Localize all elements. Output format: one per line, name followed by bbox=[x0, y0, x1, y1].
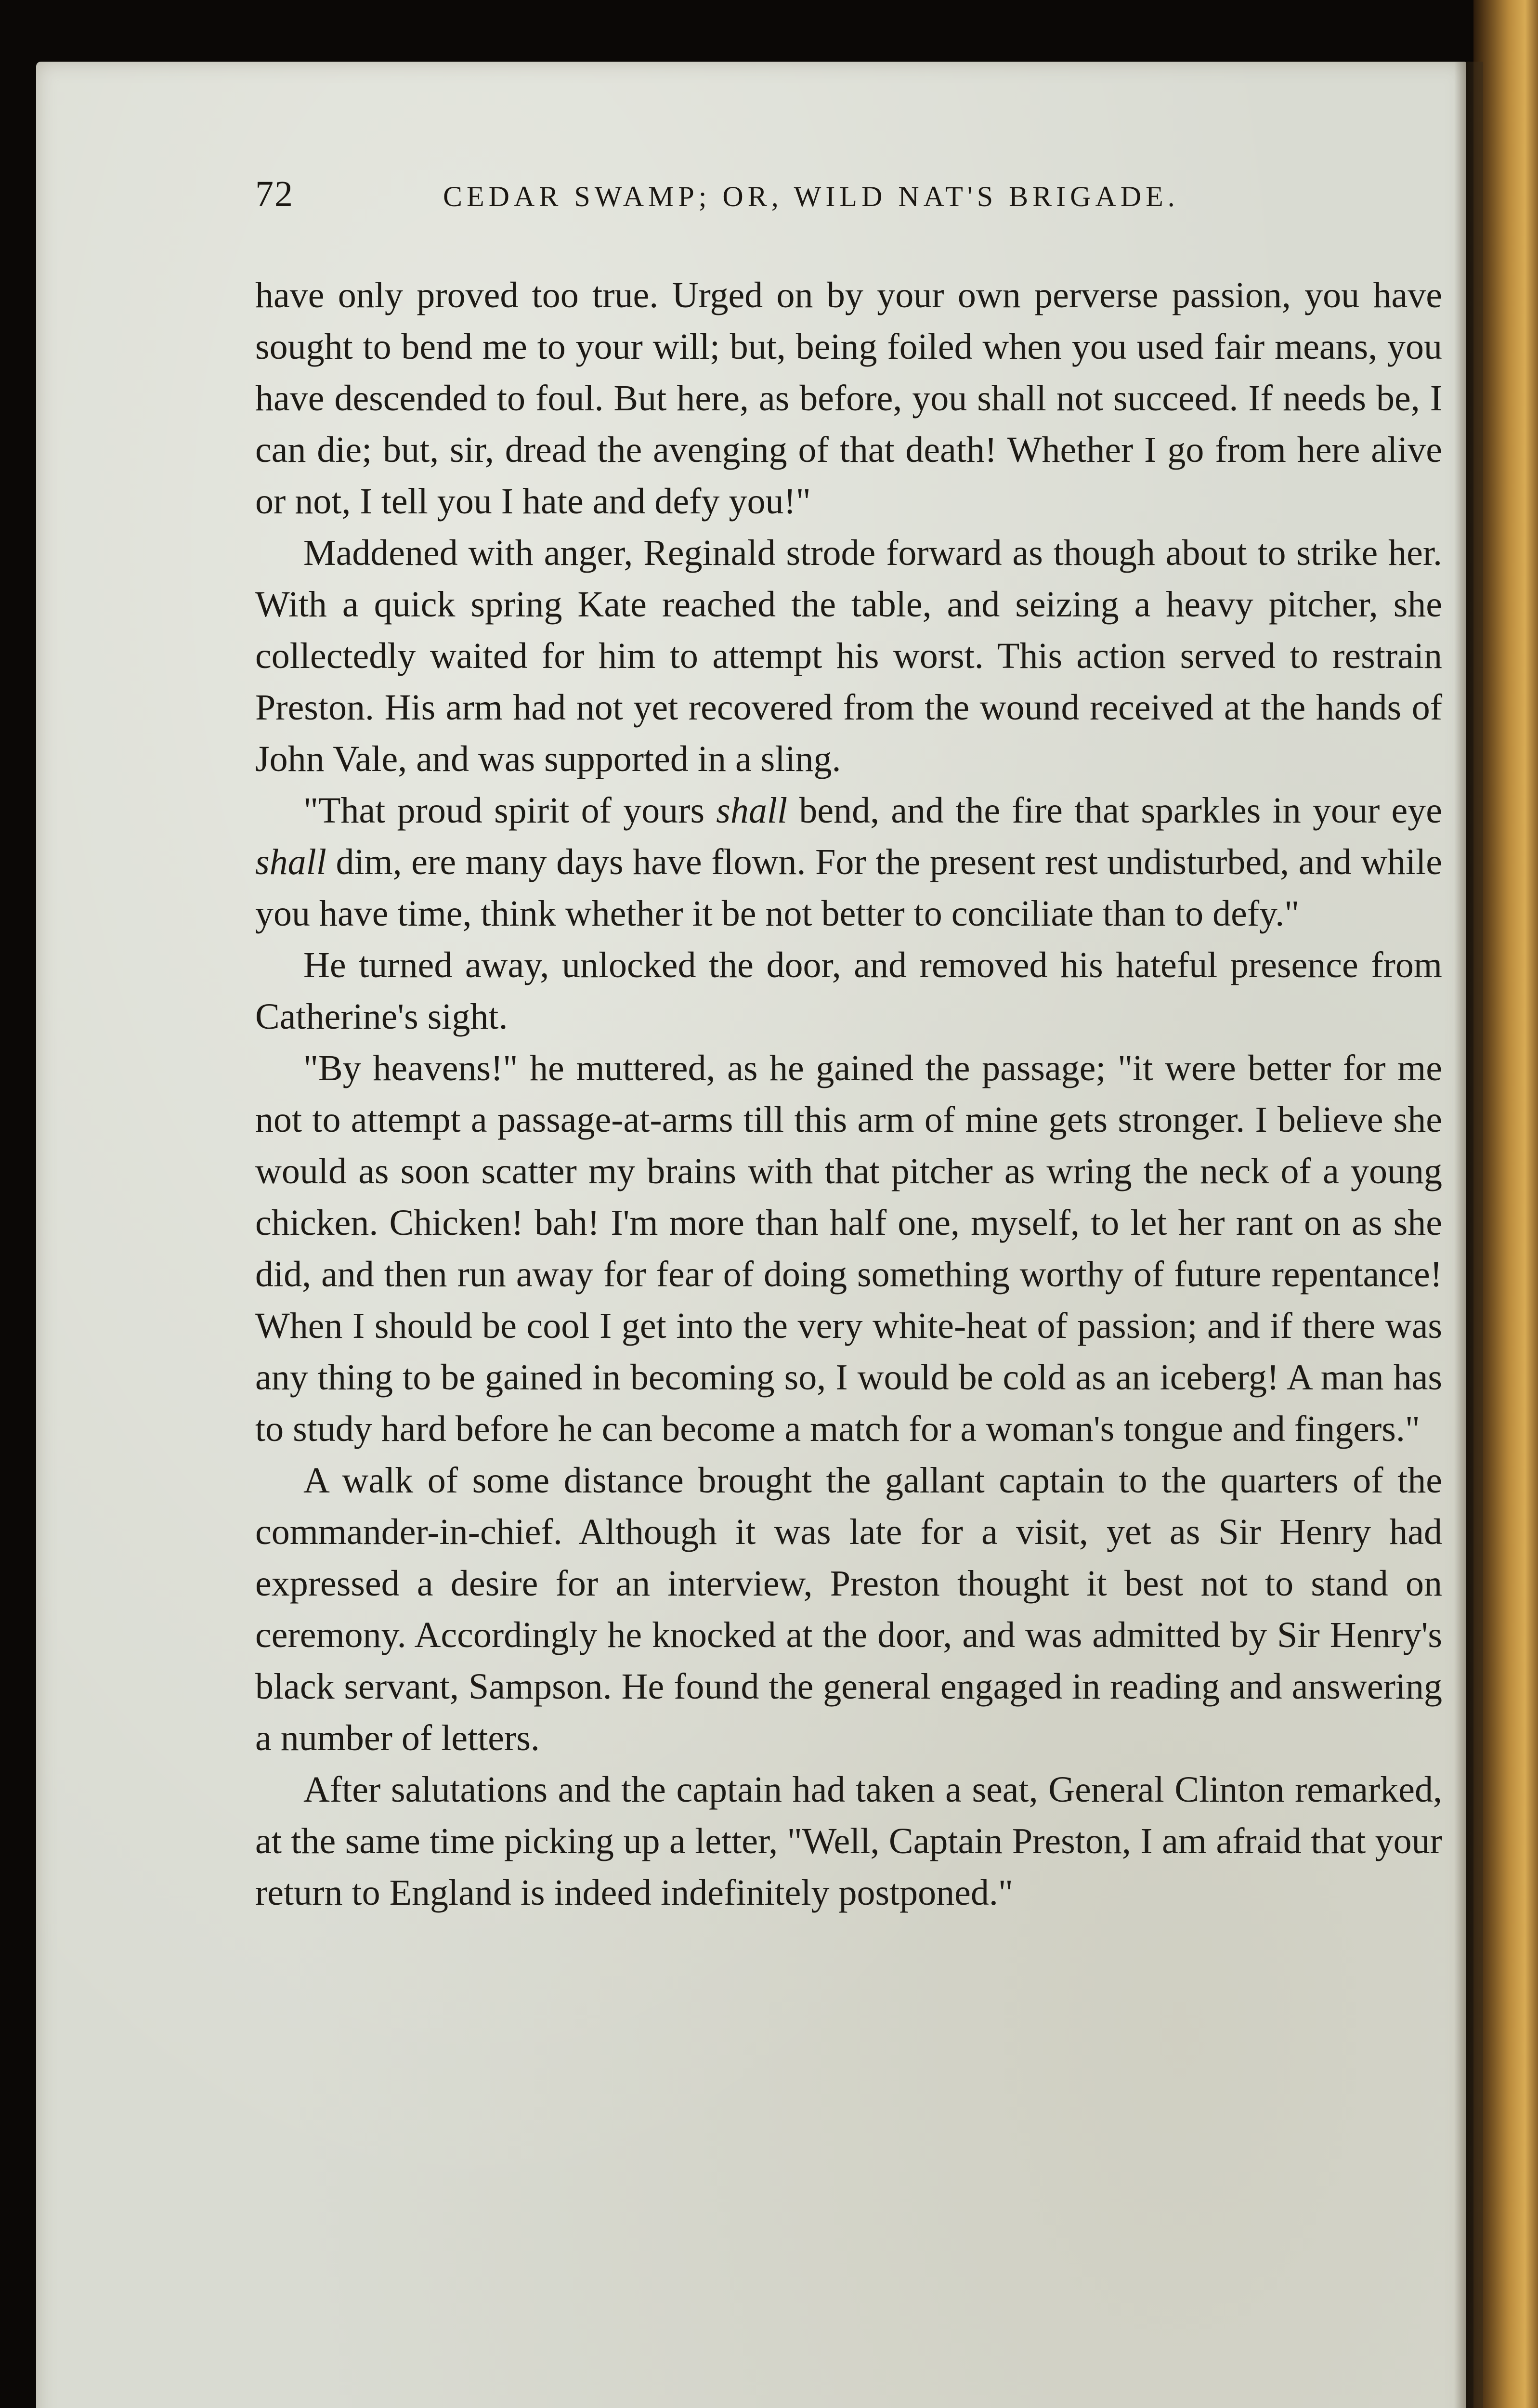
paragraph-7: After salutations and the captain had taken a seat, General Clinton remarked, at the same time picking up a letter, "Well, Captain Preston, I am afraid that your return to England is indeed indefinitely postponed." bbox=[255, 1769, 1442, 1913]
paragraph-3-part-1: "That proud spirit of yours bbox=[303, 790, 717, 831]
next-page-edge bbox=[1473, 0, 1538, 2408]
paragraph-1: have only proved too true. Urged on by your own perverse passion, you have sought to bend me to your will; but, being foiled when you used fair means, you have descended to foul. But here, as before, you shall not succeed. If needs be, I can die; but, sir, dread the avenging of that death! Whether I go from here alive or not, I tell you I hate and defy you!" bbox=[255, 275, 1442, 522]
paragraph-4: He turned away, unlocked the door, and removed his hateful presence from Catherine's sight. bbox=[255, 945, 1442, 1037]
running-head bbox=[255, 173, 1440, 226]
paragraph-3-part-3: dim, ere many days have flown. For the present rest undisturbed, and while you have time, think whether it be not better to conciliate than to defy." bbox=[255, 842, 1442, 934]
paragraph-3 bbox=[255, 785, 1442, 940]
paragraph-3-part-2: bend, and the fire that sparkles in your eye bbox=[787, 790, 1443, 831]
body-text bbox=[255, 270, 1442, 1919]
page-number: 72 bbox=[255, 174, 294, 214]
paragraph-2: Maddened with anger, Reginald strode forward as though about to strike her. With a quick spring Kate reached the table, and seizing a heavy pitcher, she collectedly waited for him to attempt his worst. This action served to restrain Preston. His arm had not yet recovered from the wound received at the hands of John Vale, and was supported in a sling. bbox=[255, 533, 1442, 779]
paragraph-6: A walk of some distance brought the gallant captain to the quarters of the commander-in-chief. Although it was late for a visit, yet as Sir Henry had expressed a desire for an interview, Preston thought it best not to stand on ceremony. Accordingly he knocked at the door, and was admitted by Sir Henry's black servant, Sampson. He found the general engaged in reading and answering a number of letters. bbox=[255, 1460, 1442, 1758]
spine-shadow bbox=[1454, 62, 1483, 2408]
emphasis-shall-2: shall bbox=[255, 842, 326, 882]
paragraph-5: "By heavens!" he muttered, as he gained the passage; "it were better for me not to attempt a passage-at-arms till this arm of mine gets stronger. I believe she would as soon scatter my brains with that pitcher as wring the neck of a young chicken. Chicken! bah! I'm more than half one, myself, to let her rant on as she did, and then run away for fear of doing something worthy of future repentance! When I should be cool I get into the very white-heat of passion; and if there was any thing to be gained in becoming so, I would be cold as an iceberg! A man has to study hard before he can become a match for a woman's tongue and fingers." bbox=[255, 1048, 1442, 1449]
running-title: CEDAR SWAMP; OR, WILD NAT'S BRIGADE. bbox=[443, 181, 1179, 212]
emphasis-shall-1: shall bbox=[716, 790, 788, 831]
